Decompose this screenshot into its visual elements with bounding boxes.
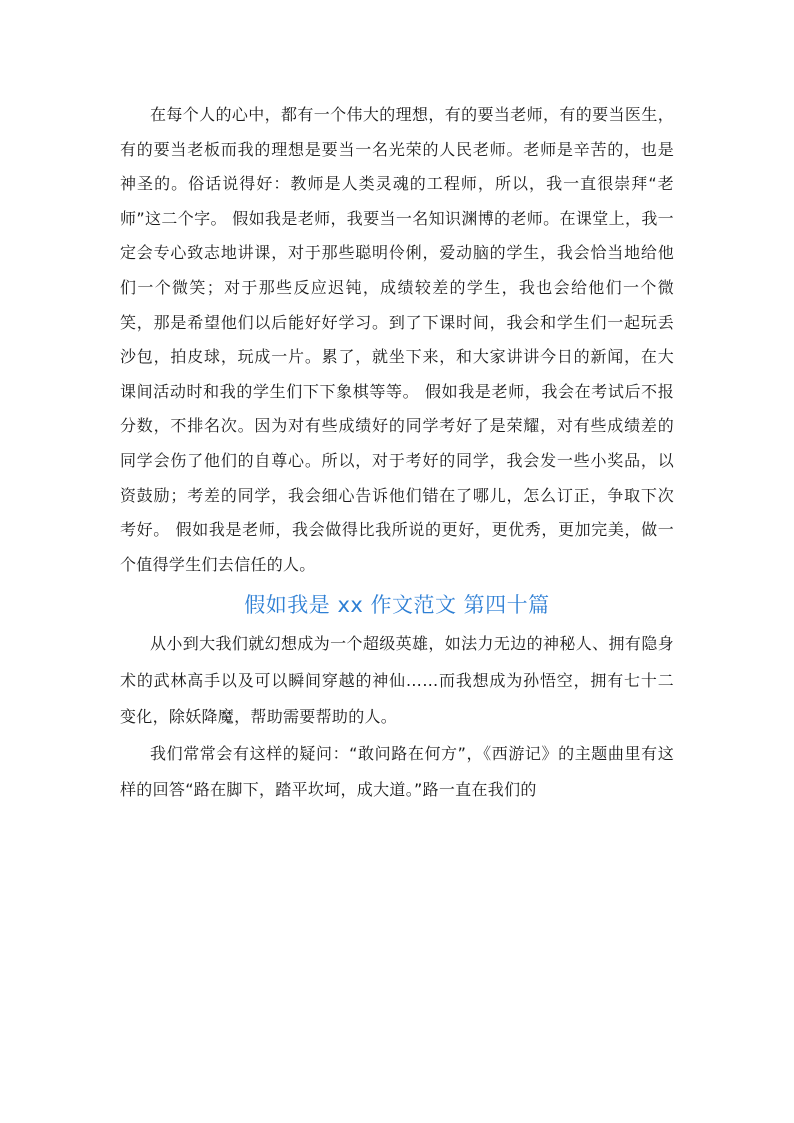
section-heading: 假如我是 xx 作文范文 第四十篇: [244, 593, 550, 618]
body-paragraph: 从小到大我们就幻想成为一个超级英雄，如法力无边的神秘人、拥有隐身术的武林高手以及可以瞬间穿越的神仙……而我想成为孙悟空，拥有七十二变化，除妖降魔，帮助需要帮助的人。: [120, 634, 674, 727]
document-page: [120, 98, 674, 809]
body-paragraph: 我们常常会有这样的疑问：“敢问路在何方”，《西游记》的主题曲里有这样的回答“路在脚下，踏平坎坷，成大道。”路一直在我们的: [120, 743, 674, 800]
body-paragraph: 在每个人的心中，都有一个伟大的理想，有的要当老师，有的要当医生，有的要当老板而我的理想是要当一名光荣的人民老师。老师是辛苦的，也是神圣的。俗话说得好：教师是人类灵魂的工程师，所以，我一直很崇拜“老师”这二个字。 假如我是老师，我要当一名知识渊博的老师。在课堂上，我一定会专心致志地讲课，对于那些聪明伶俐，爱动脑的学生，我会恰当地给他们一个微笑；对于那些反应迟钝，成绩较差的学生，我也会给他们一个微笑，那是希望他们以后能好好学习。到了下课时间，我会和学生们一起玩丢沙包，拍皮球，玩成一片。累了，就坐下来，和大家讲讲今日的新闻，在大课间活动时和我的学生们下下象棋等等。 假如我是老师，我会在考试后不报分数，不排名次。因为对有些成绩好的同学考好了是荣耀，对有些成绩差的同学会伤了他们的自尊心。所以，对于考好的同学，我会发一些小奖品，以资鼓励；考差的同学，我会细心告诉他们错在了哪儿，怎么订正，争取下次考好。 假如我是老师，我会做得比我所说的更好，更优秀，更加完美，做一个值得学生们去信任的人。: [120, 105, 674, 574]
